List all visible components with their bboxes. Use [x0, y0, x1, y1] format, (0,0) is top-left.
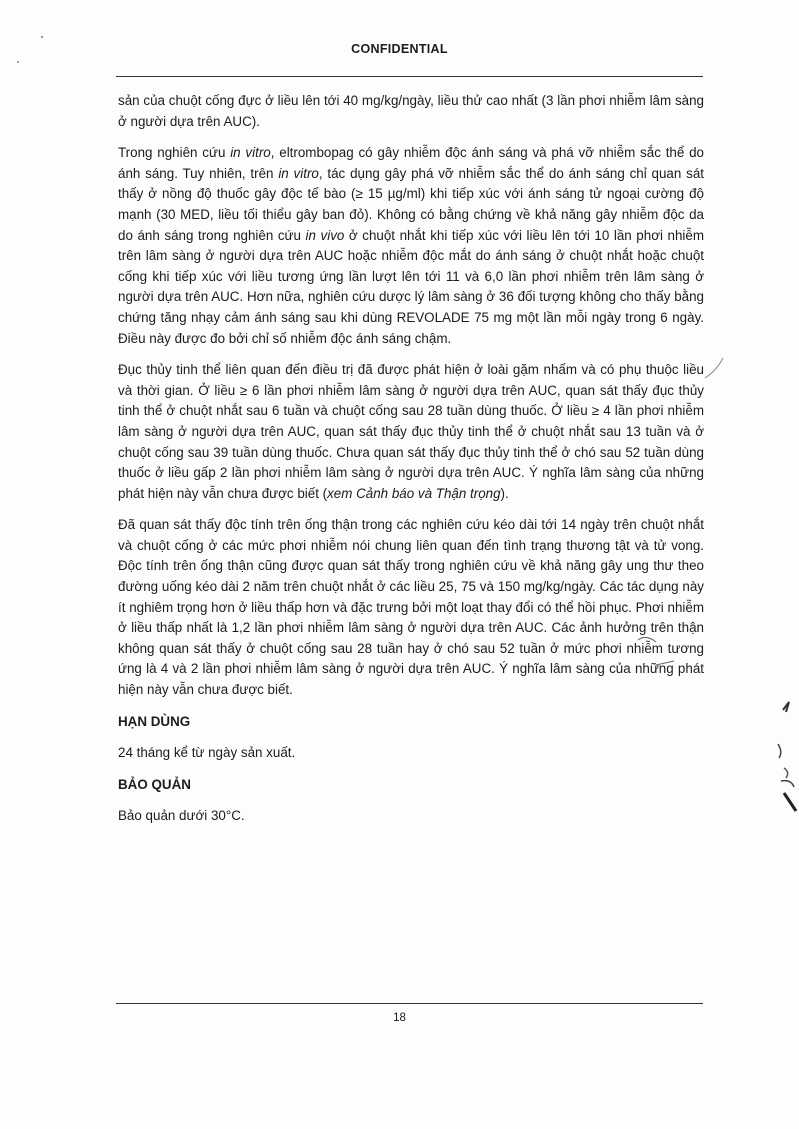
header-divider: [116, 76, 703, 77]
page-number: 18: [393, 1012, 406, 1024]
paragraph-cataracts: Đục thủy tinh thể liên quan đến điều trị đã được phát hiện ở loài gặm nhấm và có phụ thuộc liều và thời gian. Ở liều ≥ 6 lần phơi nhiễm lâm sàng ở người dựa trên AUC, quan sát thấy đục thủy tinh thể ở chuột nhắt sau 6 tuần và chuột cống sau 28 tuần dùng thuốc. Ở liều ≥ 4 lần phơi nhiễm lâm sàng ở người dựa trên AUC, quan sát thấy đục thủy tinh thể ở chuột nhắt sau 13 tuần và ở chuột cống sau 39 tuần dùng thuốc. Chưa quan sát thấy đục thủy tinh thể ở chó sau 52 tuần dùng thuốc ở liều gấp 2 lần phơi nhiễm lâm sàng ở người dựa trên AUC. Ý nghĩa lâm sàng của những phát hiện này vẫn chưa được biết (xem Cảnh báo và Thận trọng).: [118, 362, 704, 501]
handwritten-mark: [784, 793, 796, 811]
shelf-life-text: 24 tháng kể từ ngày sản xuất.: [118, 745, 296, 761]
footer-divider: [116, 1003, 703, 1004]
confidential-header: CONFIDENTIAL: [351, 42, 448, 56]
section-heading-storage: BẢO QUẢN: [118, 776, 191, 792]
handwritten-mark: [705, 358, 723, 378]
handwritten-mark: [784, 768, 788, 778]
scan-speck: [41, 36, 43, 38]
handwritten-mark: [778, 744, 781, 758]
paragraph-reproduction: sản của chuột cống đực ở liều lên tới 40 mg/kg/ngày, liều thử cao nhất (3 lần phơi nhiễm lâm sàng ở người dựa trên AUC).: [118, 93, 704, 129]
scan-speck: [17, 61, 19, 63]
document-body: [118, 91, 704, 838]
handwritten-mark: [781, 781, 794, 787]
paragraph-renal-toxicity: Đã quan sát thấy độc tính trên ống thận trong các nghiên cứu kéo dài tới 14 ngày trên chuột nhắt và chuột cống ở các mức phơi nhiễm nói chung liên quan đến tình trạng thương tật và tử vong. Độc tính trên ống thận cũng được quan sát thấy trong nghiên cứu về khả năng gây ung thư theo đường uống kéo dài 2 năm trên chuột nhắt ở các liều 25, 75 và 150 mg/kg/ngày. Các tác dụng này ít nghiêm trọng hơn ở liều thấp hơn và đặc trưng bởi một loạt thay đổi có thể hồi phục. Phơi nhiễm ở liều thấp nhất là 1,2 lần phơi nhiễm lâm sàng ở người dựa trên AUC. Các ảnh hưởng trên thận không quan sát thấy ở chuột cống sau 28 tuần hay ở chó sau 52 tuần ở mức phơi nhiễm tương ứng là 4 và 2 lần phơi nhiễm lâm sàng ở người dựa trên AUC. Ý nghĩa lâm sàng của những phát hiện này vẫn chưa được biết.: [118, 517, 704, 698]
section-heading-shelf-life: HẠN DÙNG: [118, 713, 191, 729]
storage-text: Bảo quản dưới 30°C.: [118, 808, 245, 824]
paragraph-phototoxicity: Trong nghiên cứu in vitro, eltrombopag có gây nhiễm độc ánh sáng và phá vỡ nhiễm sắc thể do ánh sáng. Tuy nhiên, trên in vitro, tác dụng gây phá vỡ nhiễm sắc thể do ánh sáng chỉ quan sát thấy ở nồng độ thuốc gây độc tế bào (≥ 15 µg/ml) khi tiếp xúc với ánh sáng tử ngoại cường độ mạnh (30 MED, liều tối thiểu gây ban đỏ). Không có bằng chứng về khả năng gây nhiễm độc da do ánh sáng trong nghiên cứu in vivo ở chuột nhắt khi tiếp xúc với liều lên tới 10 lần phơi nhiễm trên lâm sàng ở người dựa trên AUC hoặc nhiễm độc mắt do ánh sáng ở chuột nhắt hoặc chuột cống khi tiếp xúc với liều tương ứng lần lượt lên tới 11 và 6,0 lần phơi nhiễm trên lâm sàng ở người dựa trên AUC. Hơn nữa, nghiên cứu dược lý lâm sàng ở 36 đối tượng không cho thấy bằng chứng tăng nhạy cảm ánh sáng sau khi dùng REVOLADE 75 mg một lần mỗi ngày trong 6 ngày. Điều này được đo bởi chỉ số nhiễm độc ánh sáng chậm.: [118, 145, 704, 346]
handwritten-mark: [783, 702, 789, 712]
